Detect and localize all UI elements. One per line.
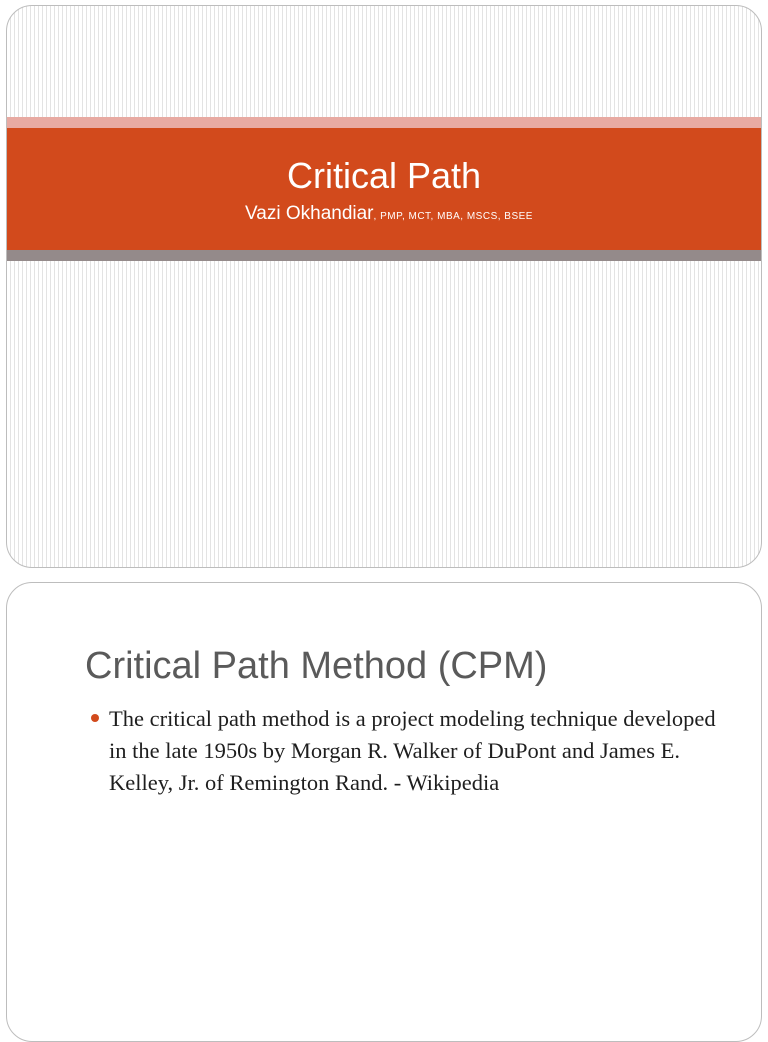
slide-heading: Critical Path Method (CPM) <box>85 645 548 687</box>
bullet-text: The critical path method is a project modeling technique developed in the late 1950s by Morgan R. Walker of DuPont and James E. Kelley, Jr. of Remington Rand. - Wikipedia <box>109 706 716 795</box>
author-credentials: , PMP, MCT, MBA, MSCS, BSEE <box>373 211 533 222</box>
content-slide <box>6 582 762 1042</box>
title-slide <box>6 5 762 568</box>
author-name: Vazi Okhandiar <box>245 203 374 224</box>
accent-band-top <box>7 117 761 128</box>
slide-subtitle <box>7 203 761 228</box>
bullet-item <box>85 703 725 799</box>
accent-band-bottom <box>7 250 761 261</box>
bullet-dot-icon <box>91 714 99 722</box>
slide-title: Critical Path <box>286 155 482 196</box>
